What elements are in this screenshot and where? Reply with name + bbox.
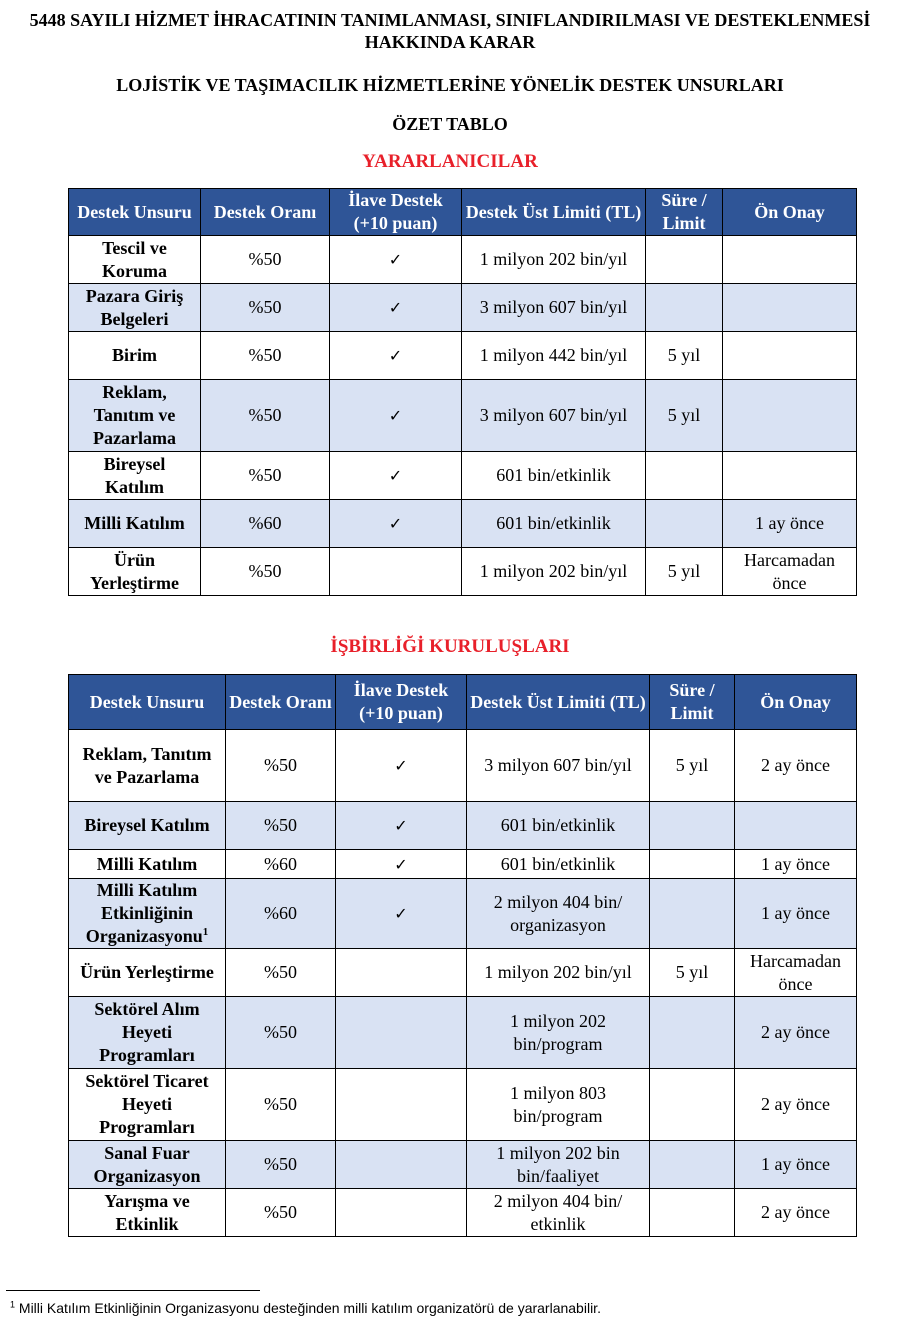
check-icon: ✓ [388,250,403,269]
additional-support-cell [336,949,467,997]
support-rate-cell-text: %50 [264,1094,297,1114]
pre-approval-cell [723,500,857,548]
pre-approval-cell [735,1141,857,1189]
pre-approval-cell [735,850,857,879]
support-rate-cell [226,730,336,802]
support-unit-cell-text: Yarışma ve Etkinlik [104,1190,190,1234]
support-unit-cell-text: Ürün Yerleştirme [80,962,214,982]
check-icon: ✓ [388,514,403,533]
support-unit-cell [69,500,201,548]
additional-support-cell [336,850,467,879]
support-unit-cell [69,548,201,596]
support-limit-cell [462,500,646,548]
support-rate-cell [226,802,336,850]
support-rate-cell [201,236,330,284]
support-rate-cell [201,452,330,500]
additional-support-cell [330,500,462,548]
duration-limit-cell [650,879,735,949]
additional-support-cell [336,1069,467,1141]
check-icon: ✓ [388,298,403,317]
support-rate-cell-text: %50 [264,1202,297,1222]
additional-support-cell [336,802,467,850]
support-unit-cell [69,879,226,949]
additional-support-cell [336,997,467,1069]
additional-support-cell [330,284,462,332]
support-unit-cell [69,949,226,997]
duration-limit-cell [650,730,735,802]
duration-limit-cell-text: 5 yıl [675,962,709,982]
support-rate-cell [201,548,330,596]
support-unit-cell [69,380,201,452]
table-row [69,332,857,380]
support-unit-cell [69,284,201,332]
footnote-divider [6,1290,260,1291]
table-row [69,500,857,548]
duration-limit-cell [646,452,723,500]
table-row [69,380,857,452]
support-unit-cell-text: Birim [112,345,157,365]
support-rate-cell [201,380,330,452]
table-row [69,1189,857,1237]
column-header: Süre / Limit [646,189,723,236]
table-row [69,452,857,500]
support-limit-cell-text: 1 milyon 202 bin/yıl [479,561,628,581]
support-limit-cell-text: 3 milyon 607 bin/yıl [479,297,628,317]
document-title: 5448 SAYILI HİZMET İHRACATININ TANIMLANMASI, SINIFLANDIRILMASI VE DESTEKLENMESİ HAKKINDA KARAR [29,10,871,52]
support-rate-cell-text: %50 [248,297,282,317]
duration-limit-cell [650,1069,735,1141]
pre-approval-cell-text: 1 ay önce [761,853,830,874]
support-unit-cell [69,1069,226,1141]
duration-limit-cell [646,380,723,452]
column-header: Ön Onay [723,189,857,236]
support-limit-cell-text: 601 bin/etkinlik [500,815,616,835]
support-unit-cell-text: Sanal Fuar Organizasyon [93,1142,201,1186]
table-row [69,284,857,332]
column-header: Destek Unsuru [69,675,226,730]
check-icon: ✓ [394,854,408,874]
pre-approval-cell [723,284,857,332]
support-limit-cell [467,1141,650,1189]
support-unit-cell-text: Reklam, Tanıtım ve Pazarlama [93,382,176,448]
additional-support-cell [336,1141,467,1189]
pre-approval-cell [735,730,857,802]
support-limit-cell-text: 601 bin/etkinlik [496,513,611,533]
additional-support-cell [330,236,462,284]
support-rate-cell [201,332,330,380]
duration-limit-cell-text: 5 yıl [667,345,701,365]
support-limit-cell [467,879,650,949]
duration-limit-cell [646,236,723,284]
support-rate-cell-text: %50 [264,1154,297,1174]
support-rate-cell [226,1189,336,1237]
pre-approval-cell-text: 1 ay önce [761,1154,830,1174]
footnote-text: Milli Katılım Etkinliğinin Organizasyonu desteğinden milli katılım organizatörü de yararlanabilir. [18,1300,601,1316]
duration-limit-cell [646,500,723,548]
support-rate-cell-text: %50 [248,465,282,485]
footnote-marker: 1 [10,1299,16,1310]
column-header: Destek Oranı [201,189,330,236]
support-rate-cell [226,1069,336,1141]
support-unit-cell-text: Sektörel Alım Heyeti Programları [94,999,200,1065]
cooperation-organizations-table [68,674,857,1237]
duration-limit-cell-text: 5 yıl [667,405,701,425]
pre-approval-cell-text: 2 ay önce [761,1022,830,1042]
additional-support-cell [330,548,462,596]
table-row [69,997,857,1069]
additional-support-cell [330,332,462,380]
check-icon: ✓ [388,346,403,365]
pre-approval-cell [723,332,857,380]
support-limit-cell [467,1189,650,1237]
support-unit-cell [69,452,201,500]
table-row [69,1069,857,1141]
support-limit-cell [462,548,646,596]
support-limit-cell [467,802,650,850]
duration-limit-cell [646,284,723,332]
column-header: Ön Onay [735,675,857,730]
support-unit-cell [69,802,226,850]
table-row [69,1141,857,1189]
column-header: Destek Üst Limiti (TL) [462,189,646,236]
pre-approval-cell [735,949,857,997]
section-title-beneficiaries: YARARLANICILAR [362,151,538,172]
support-unit-cell-text: Ürün Yerleştirme [90,549,179,593]
support-unit-cell [69,850,226,879]
column-header: Destek Oranı [226,675,336,730]
table-row [69,236,857,284]
duration-limit-cell [650,1189,735,1237]
column-header: İlave Destek (+10 puan) [336,675,467,730]
support-limit-cell [467,730,650,802]
footnote [10,1300,601,1317]
support-rate-cell-text: %50 [264,815,297,835]
pre-approval-cell [735,997,857,1069]
pre-approval-cell-text: 2 ay önce [761,1202,830,1222]
pre-approval-cell-text: Harcamadan önce [744,549,835,593]
table-row [69,548,857,596]
support-limit-cell-text: 3 milyon 607 bin/yıl [484,755,632,775]
check-icon: ✓ [394,756,408,775]
duration-limit-cell [646,548,723,596]
support-limit-cell-text: 601 bin/etkinlik [496,465,611,485]
support-rate-cell [201,284,330,332]
table-header-row [69,189,857,236]
support-unit-cell [69,1189,226,1237]
support-rate-cell [201,500,330,548]
duration-limit-cell [650,1141,735,1189]
additional-support-cell [330,380,462,452]
duration-limit-cell [650,949,735,997]
summary-table-title: ÖZET TABLO [392,114,508,134]
support-limit-cell [467,850,650,879]
support-unit-cell-text: Tescil ve Koruma [102,237,167,281]
check-icon: ✓ [394,816,408,835]
beneficiaries-table [68,188,857,596]
table-row [69,879,857,949]
support-unit-cell-text: Reklam, Tanıtım ve Pazarlama [82,743,212,787]
support-rate-cell [226,997,336,1069]
support-limit-cell [462,284,646,332]
pre-approval-cell-text: Harcamadan önce [750,950,841,994]
additional-support-cell [336,879,467,949]
support-rate-cell-text: %50 [264,1022,297,1042]
support-rate-cell [226,949,336,997]
support-rate-cell [226,879,336,949]
duration-limit-cell [650,802,735,850]
pre-approval-cell [735,802,857,850]
support-limit-cell [467,997,650,1069]
footnote-ref: 1 [202,926,209,938]
pre-approval-cell [735,1189,857,1237]
support-limit-cell-text: 1 milyon 202 bin/program [509,1010,606,1054]
support-unit-cell-text: Bireysel Katılım [103,453,166,497]
support-limit-cell-text: 601 bin/etkinlik [500,853,616,874]
support-rate-cell-text: %60 [248,513,282,533]
support-limit-cell [462,236,646,284]
column-header: Destek Unsuru [69,189,201,236]
pre-approval-cell [723,236,857,284]
support-rate-cell-text: %50 [248,561,282,581]
support-limit-cell-text: 2 milyon 404 bin/ etkinlik [493,1190,623,1234]
column-header: Destek Üst Limiti (TL) [467,675,650,730]
additional-support-cell [336,730,467,802]
pre-approval-cell-text: 2 ay önce [761,1094,830,1114]
support-limit-cell-text: 1 milyon 202 bin/yıl [479,249,628,269]
support-limit-cell-text: 1 milyon 202 bin bin/faaliyet [496,1142,620,1186]
support-limit-cell [467,1069,650,1141]
duration-limit-cell [650,997,735,1069]
support-unit-cell-text: Sektörel Ticaret Heyeti Programları [85,1071,209,1137]
table-header-row [69,675,857,730]
support-rate-cell-text: %50 [248,405,282,425]
pre-approval-cell [735,879,857,949]
check-icon: ✓ [388,406,403,425]
support-limit-cell-text: 1 milyon 803 bin/program [509,1082,606,1126]
support-rate-cell [226,1141,336,1189]
section-title-cooperation-organizations: İŞBİRLİĞİ KURULUŞLARI [330,636,570,657]
support-unit-cell [69,730,226,802]
check-icon: ✓ [388,466,403,485]
column-header: Süre / Limit [650,675,735,730]
support-limit-cell [462,332,646,380]
pre-approval-cell [723,380,857,452]
pre-approval-cell [735,1069,857,1141]
support-unit-cell [69,236,201,284]
additional-support-cell [336,1189,467,1237]
duration-limit-cell [646,332,723,380]
support-unit-cell-text: Bireysel Katılım [84,815,210,835]
support-limit-cell-text: 2 milyon 404 bin/ organizasyon [493,891,623,935]
support-rate-cell-text: %50 [264,962,297,982]
pre-approval-cell [723,452,857,500]
support-unit-cell [69,997,226,1069]
table-row [69,730,857,802]
pre-approval-cell-text: 2 ay önce [761,755,830,775]
duration-limit-cell-text: 5 yıl [675,755,709,775]
support-unit-cell [69,1141,226,1189]
support-limit-cell-text: 3 milyon 607 bin/yıl [479,405,628,425]
support-rate-cell-text: %50 [248,249,282,269]
support-unit-cell-text: Milli Katılım [96,853,198,874]
duration-limit-cell [650,850,735,879]
table-row [69,850,857,879]
support-limit-cell [467,949,650,997]
support-rate-cell-text: %60 [264,853,297,874]
support-limit-cell [462,452,646,500]
support-rate-cell-text: %50 [264,755,297,775]
table-row [69,802,857,850]
support-limit-cell-text: 1 milyon 442 bin/yıl [479,345,628,365]
support-rate-cell [226,850,336,879]
support-rate-cell-text: %60 [264,903,297,923]
support-unit-cell-text: Milli Katılım [84,513,185,533]
column-header: İlave Destek (+10 puan) [330,189,462,236]
document-subtitle: LOJİSTİK VE TAŞIMACILIK HİZMETLERİNE YÖNELİK DESTEK UNSURLARI [116,75,784,95]
pre-approval-cell-text: 1 ay önce [761,903,830,923]
duration-limit-cell-text: 5 yıl [667,561,701,581]
support-unit-cell [69,332,201,380]
additional-support-cell [330,452,462,500]
support-unit-cell-text: Milli Katılım Etkinliğinin Organizasyonu [85,880,203,946]
pre-approval-cell [723,548,857,596]
support-unit-cell-text: Pazara Giriş Belgeleri [85,285,184,329]
table-row [69,949,857,997]
support-rate-cell-text: %50 [248,345,282,365]
check-icon: ✓ [394,904,408,923]
support-limit-cell [462,380,646,452]
pre-approval-cell-text: 1 ay önce [755,513,824,533]
support-limit-cell-text: 1 milyon 202 bin/yıl [484,962,632,982]
